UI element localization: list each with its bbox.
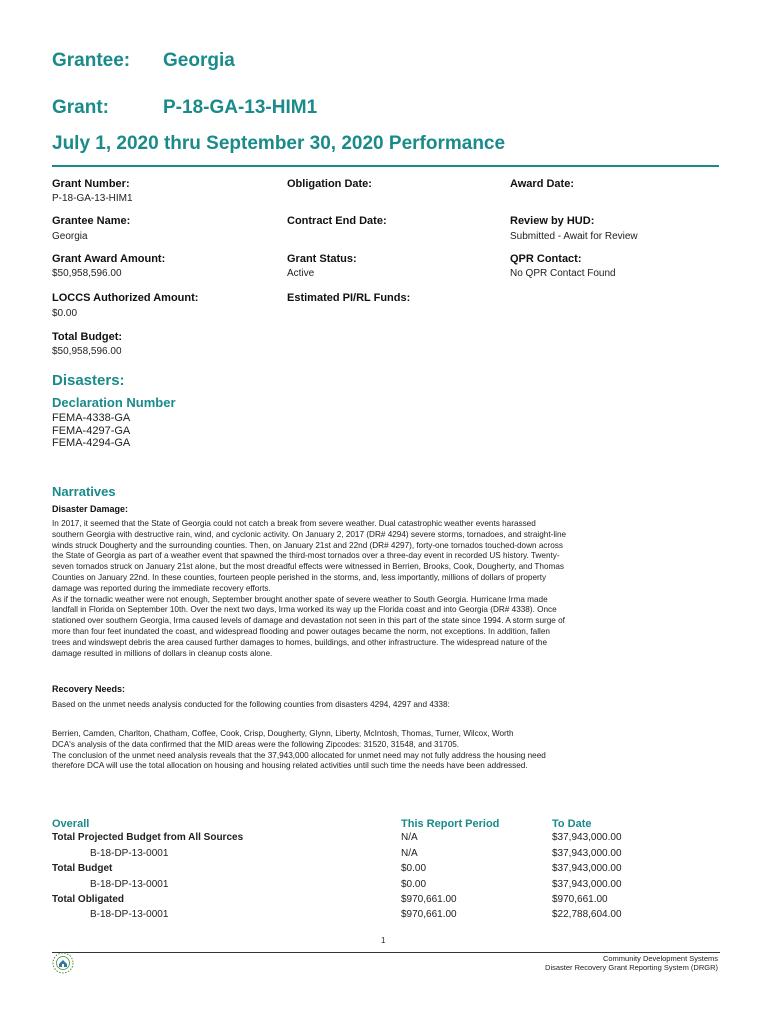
performance-title: July 1, 2020 thru September 30, 2020 Performance bbox=[52, 133, 506, 154]
footer-rule bbox=[52, 952, 720, 953]
recovery-line: DCA's analysis of the data confirmed that the MID areas were the following Zipcodes: 31520, 31548, and 31705. bbox=[52, 739, 460, 749]
damage-line: As if the tornadic weather were not enough, September brought another spate of severe weather to South Georgia. Hurricane Irma made bbox=[52, 594, 548, 604]
qpr-value: No QPR Contact Found bbox=[510, 268, 616, 279]
damage-line: landfall in Florida on September 10th. Over the next two days, Irma worked its way up the Florida coast and into Georgia (DR# 4338). Once bbox=[52, 605, 557, 615]
recovery-intro: Based on the unmet needs analysis conducted for the following counties from disasters 4294, 4297 and 4338: bbox=[52, 700, 450, 709]
table-row bbox=[0, 863, 770, 877]
table-row bbox=[0, 879, 770, 893]
damage-text bbox=[52, 519, 720, 659]
grantee-name-label: Grantee Name: bbox=[52, 215, 131, 227]
recovery-line: The conclusion of the unmet need analysis reveals that the 37,943,000 allocated for unmet need may not fully address the housing need bbox=[52, 750, 546, 760]
recovery-label: Recovery Needs: bbox=[52, 684, 126, 694]
row-label: B-18-DP-13-0001 bbox=[90, 909, 169, 920]
row-period: $970,661.00 bbox=[401, 909, 457, 920]
todate-header: To Date bbox=[552, 818, 592, 830]
damage-line: seven tornados struck on January 21st alone, but the most dreadful effects were witnessed in Berrien, Brooks, Cook, Dougherty, and Thomas bbox=[52, 562, 564, 572]
recovery-text bbox=[52, 729, 720, 772]
row-todate: $22,788,604.00 bbox=[552, 909, 622, 920]
row-label: Total Obligated bbox=[52, 894, 125, 905]
table-row bbox=[0, 909, 770, 923]
damage-label: Disaster Damage: bbox=[52, 504, 129, 514]
grant-number-value: P-18-GA-13-HIM1 bbox=[52, 193, 133, 204]
table-row bbox=[0, 832, 770, 846]
damage-line: In 2017, it seemed that the State of Georgia could not catch a break from severe weather. Dual catastrophic weather events harassed bbox=[52, 519, 536, 528]
total-budget-value: $50,958,596.00 bbox=[52, 346, 122, 357]
row-label: Total Budget bbox=[52, 863, 113, 874]
hud-seal-icon bbox=[52, 952, 74, 974]
damage-line: damage resulted in millions of dollars in cleanup costs alone. bbox=[52, 648, 273, 658]
header-rule bbox=[52, 165, 719, 167]
declaration-item: FEMA-4294-GA bbox=[52, 437, 131, 449]
grantee-value: Georgia bbox=[163, 50, 235, 71]
row-todate: $970,661.00 bbox=[552, 894, 608, 905]
loccs-label: LOCCS Authorized Amount: bbox=[52, 292, 199, 304]
grant-value: P-18-GA-13-HIM1 bbox=[163, 97, 318, 118]
row-label: B-18-DP-13-0001 bbox=[90, 879, 169, 890]
recovery-line: Berrien, Camden, Charlton, Chatham, Coffee, Cook, Crisp, Dougherty, Glynn, Liberty, McIntosh, Thomas, Turner, Wilcox, Worth bbox=[52, 729, 514, 738]
total-budget-label: Total Budget: bbox=[52, 331, 123, 343]
table-row bbox=[0, 894, 770, 908]
declaration-item: FEMA-4297-GA bbox=[52, 424, 131, 437]
row-todate: $37,943,000.00 bbox=[552, 879, 622, 890]
row-period: $0.00 bbox=[401, 863, 427, 874]
grantee-label: Grantee: bbox=[52, 50, 131, 71]
grantee-name-value: Georgia bbox=[52, 231, 88, 242]
page-number: 1 bbox=[381, 936, 386, 945]
loccs-value: $0.00 bbox=[52, 308, 78, 319]
footer-system-line-2: Disaster Recovery Grant Reporting System (DRGR) bbox=[545, 963, 718, 972]
recovery-line: therefore DCA will use the total allocation on housing and housing related activities until such time the needs have been addressed. bbox=[52, 761, 528, 771]
damage-line: Counties on January 22nd. In these counties, fourteen people perished in the storms, and, less importantly, millions of dollars of property bbox=[52, 572, 547, 582]
award-amount-label: Grant Award Amount: bbox=[52, 253, 166, 265]
declaration-header: Declaration Number bbox=[52, 395, 176, 410]
grant-number-label: Grant Number: bbox=[52, 178, 130, 190]
row-label: Total Projected Budget from All Sources bbox=[52, 832, 244, 843]
damage-line: the State of Georgia as part of a weather event that spawned the third-most tornados over a three-day event in recorded US history. Twenty- bbox=[52, 551, 560, 561]
table-row bbox=[0, 848, 770, 862]
review-value: Submitted - Await for Review bbox=[510, 231, 638, 242]
footer-system-line-1: Community Development Systems bbox=[602, 954, 718, 963]
overall-header: Overall bbox=[52, 818, 90, 830]
row-todate: $37,943,000.00 bbox=[552, 863, 622, 874]
narratives-title: Narratives bbox=[52, 484, 116, 499]
damage-line: damage was reported during the immediate recovery efforts. bbox=[52, 583, 271, 593]
damage-line: stationed over southern Georgia, Irma caused levels of damage and devastation not seen in this part of the state since 1994. A storm surge of bbox=[52, 616, 565, 626]
contract-end-label: Contract End Date: bbox=[287, 215, 387, 227]
grant-label: Grant: bbox=[52, 97, 109, 118]
period-header: This Report Period bbox=[401, 818, 500, 830]
obligation-date-label: Obligation Date: bbox=[287, 178, 372, 190]
pirl-label: Estimated PI/RL Funds: bbox=[287, 292, 411, 304]
row-label: B-18-DP-13-0001 bbox=[90, 848, 169, 859]
declaration-list bbox=[52, 412, 130, 450]
damage-line: more than four feet inundated the coast, and widespread flooding and power outages became the norm, not exceptions. In addition, fallen bbox=[52, 626, 550, 636]
row-todate: $37,943,000.00 bbox=[552, 848, 622, 859]
award-date-label: Award Date: bbox=[510, 178, 574, 190]
disasters-title: Disasters: bbox=[52, 372, 125, 389]
row-period: $970,661.00 bbox=[401, 894, 457, 905]
status-value: Active bbox=[287, 268, 315, 279]
status-label: Grant Status: bbox=[287, 253, 357, 265]
declaration-item: FEMA-4338-GA bbox=[52, 412, 131, 424]
damage-line: southern Georgia with destructive rain, wind, and cyclonic activity. On January 2, 2017 (DR# 4294) severe storms, tornadoes, and straight-line bbox=[52, 529, 567, 539]
review-label: Review by HUD: bbox=[510, 215, 595, 227]
row-period: $0.00 bbox=[401, 879, 427, 890]
row-todate: $37,943,000.00 bbox=[552, 832, 622, 843]
row-period: N/A bbox=[401, 848, 418, 859]
qpr-label: QPR Contact: bbox=[510, 253, 582, 265]
row-period: N/A bbox=[401, 832, 418, 843]
damage-line: trees and windswept debris the area caused further damages to homes, buildings, and other infrastructure. The widespread nature of the bbox=[52, 637, 548, 647]
award-amount-value: $50,958,596.00 bbox=[52, 268, 122, 279]
damage-line: winds struck Dougherty and the surrounding counties. Then, on January 21st and 22nd (DR# 4297), forty-one tornados touched-down across bbox=[52, 540, 563, 550]
